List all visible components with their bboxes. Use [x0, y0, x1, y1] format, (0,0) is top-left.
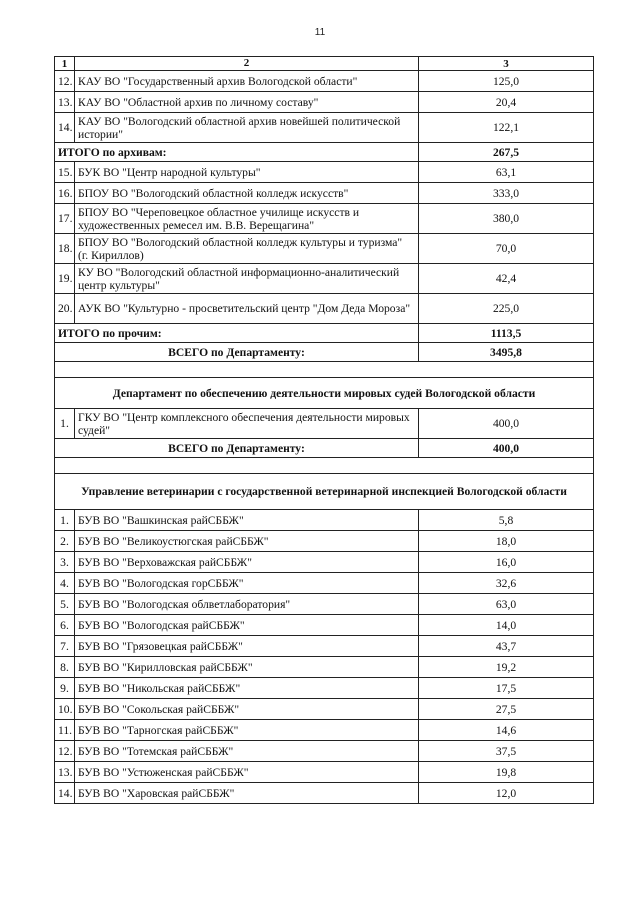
amount-value: 63,1 [419, 162, 594, 183]
total-row [55, 143, 594, 162]
organization-name: БУВ ВО "Вологодская облветлаборатория" [75, 594, 419, 615]
row-number: 6. [55, 615, 75, 636]
table-row [55, 573, 594, 594]
amount-value: 225,0 [419, 294, 594, 324]
amount-value: 32,6 [419, 573, 594, 594]
organization-name: БУВ ВО "Харовская райСББЖ" [75, 783, 419, 804]
amount-value: 18,0 [419, 531, 594, 552]
row-number: 15. [55, 162, 75, 183]
table-row [55, 264, 594, 294]
table-header-row [55, 57, 594, 71]
table-row [55, 678, 594, 699]
section-heading-row [55, 378, 594, 409]
row-number: 16. [55, 183, 75, 204]
row-number: 14. [55, 113, 75, 143]
total-value: 1113,5 [419, 324, 594, 343]
section-heading-row [55, 474, 594, 510]
organization-name: АУК ВО "Культурно - просветительский центр "Дом Деда Мороза" [75, 294, 419, 324]
spacer-row [55, 458, 594, 474]
amount-value: 63,0 [419, 594, 594, 615]
amount-value: 400,0 [419, 409, 594, 439]
total-label: ВСЕГО по Департаменту: [55, 343, 419, 362]
row-number: 20. [55, 294, 75, 324]
total-value: 267,5 [419, 143, 594, 162]
table-row [55, 113, 594, 143]
organization-name: БУК ВО "Центр народной культуры" [75, 162, 419, 183]
row-number: 17. [55, 204, 75, 234]
table-row [55, 294, 594, 324]
amount-value: 12,0 [419, 783, 594, 804]
row-number: 2. [55, 531, 75, 552]
table-row [55, 204, 594, 234]
amount-value: 43,7 [419, 636, 594, 657]
table-row [55, 699, 594, 720]
amount-value: 125,0 [419, 71, 594, 92]
total-label: ИТОГО по архивам: [55, 143, 419, 162]
table-row [55, 510, 594, 531]
header-col-1: 1 [55, 57, 75, 71]
table-row [55, 783, 594, 804]
row-number: 18. [55, 234, 75, 264]
row-number: 12. [55, 741, 75, 762]
table-row [55, 162, 594, 183]
amount-value: 27,5 [419, 699, 594, 720]
total-row [55, 439, 594, 458]
amount-value: 380,0 [419, 204, 594, 234]
amount-value: 333,0 [419, 183, 594, 204]
amount-value: 122,1 [419, 113, 594, 143]
row-number: 19. [55, 264, 75, 294]
organization-name: БУВ ВО "Вашкинская райСББЖ" [75, 510, 419, 531]
table-row [55, 92, 594, 113]
amount-value: 20,4 [419, 92, 594, 113]
organization-name: КАУ ВО "Государственный архив Вологодской области" [75, 71, 419, 92]
table-row [55, 615, 594, 636]
row-number: 12. [55, 71, 75, 92]
amount-value: 19,8 [419, 762, 594, 783]
row-number: 13. [55, 92, 75, 113]
table-row [55, 657, 594, 678]
row-number: 8. [55, 657, 75, 678]
table-row [55, 71, 594, 92]
organization-name: БУВ ВО "Великоустюгская райСББЖ" [75, 531, 419, 552]
amount-value: 5,8 [419, 510, 594, 531]
organization-name: БУВ ВО "Тотемская райСББЖ" [75, 741, 419, 762]
spacer-cell [55, 458, 594, 474]
row-number: 9. [55, 678, 75, 699]
table-row [55, 552, 594, 573]
row-number: 11. [55, 720, 75, 741]
total-label: ВСЕГО по Департаменту: [55, 439, 419, 458]
spacer-row [55, 362, 594, 378]
table-row [55, 741, 594, 762]
amount-value: 42,4 [419, 264, 594, 294]
row-number: 10. [55, 699, 75, 720]
amount-value: 19,2 [419, 657, 594, 678]
table-row [55, 531, 594, 552]
header-col-3: 3 [419, 57, 594, 71]
organization-name: БПОУ ВО "Череповецкое областное училище искусств и художественных ремесел им. В.В. Верещагина" [75, 204, 419, 234]
organization-name: БПОУ ВО "Вологодский областной колледж культуры и туризма" (г. Кириллов) [75, 234, 419, 264]
organization-name: КАУ ВО "Областной архив по личному составу" [75, 92, 419, 113]
total-row [55, 343, 594, 362]
total-value: 400,0 [419, 439, 594, 458]
header-col-2: 2 [75, 57, 419, 71]
organization-name: КУ ВО "Вологодский областной информационно-аналитический центр культуры" [75, 264, 419, 294]
section-title: Департамент по обеспечению деятельности мировых судей Вологодской области [55, 378, 594, 409]
organization-name: БПОУ ВО "Вологодский областной колледж искусств" [75, 183, 419, 204]
page-number: 11 [314, 27, 326, 38]
organization-name: БУВ ВО "Никольская райСББЖ" [75, 678, 419, 699]
amount-value: 14,6 [419, 720, 594, 741]
table-row [55, 762, 594, 783]
organization-name: БУВ ВО "Сокольская райСББЖ" [75, 699, 419, 720]
organization-name: КАУ ВО "Вологодский областной архив новейшей политической истории" [75, 113, 419, 143]
organization-name: БУВ ВО "Вологодская горСББЖ" [75, 573, 419, 594]
table-row [55, 720, 594, 741]
amount-value: 16,0 [419, 552, 594, 573]
table-row [55, 183, 594, 204]
row-number: 1. [55, 510, 75, 531]
row-number: 13. [55, 762, 75, 783]
table-row [55, 409, 594, 439]
section-title: Управление ветеринарии с государственной ветеринарной инспекцией Вологодской области [55, 474, 594, 510]
row-number: 3. [55, 552, 75, 573]
budget-table [54, 56, 594, 804]
row-number: 5. [55, 594, 75, 615]
total-label: ИТОГО по прочим: [55, 324, 419, 343]
table-row [55, 234, 594, 264]
amount-value: 70,0 [419, 234, 594, 264]
total-value: 3495,8 [419, 343, 594, 362]
amount-value: 14,0 [419, 615, 594, 636]
total-row [55, 324, 594, 343]
organization-name: ГКУ ВО "Центр комплексного обеспечения деятельности мировых судей" [75, 409, 419, 439]
organization-name: БУВ ВО "Устюженская райСББЖ" [75, 762, 419, 783]
organization-name: БУВ ВО "Вологодская райСББЖ" [75, 615, 419, 636]
organization-name: БУВ ВО "Верховажская райСББЖ" [75, 552, 419, 573]
row-number: 1. [55, 409, 75, 439]
row-number: 4. [55, 573, 75, 594]
organization-name: БУВ ВО "Кирилловская райСББЖ" [75, 657, 419, 678]
table-row [55, 594, 594, 615]
spacer-cell [55, 362, 594, 378]
row-number: 7. [55, 636, 75, 657]
table-row [55, 636, 594, 657]
row-number: 14. [55, 783, 75, 804]
amount-value: 37,5 [419, 741, 594, 762]
organization-name: БУВ ВО "Тарногская райСББЖ" [75, 720, 419, 741]
amount-value: 17,5 [419, 678, 594, 699]
organization-name: БУВ ВО "Грязовецкая райСББЖ" [75, 636, 419, 657]
